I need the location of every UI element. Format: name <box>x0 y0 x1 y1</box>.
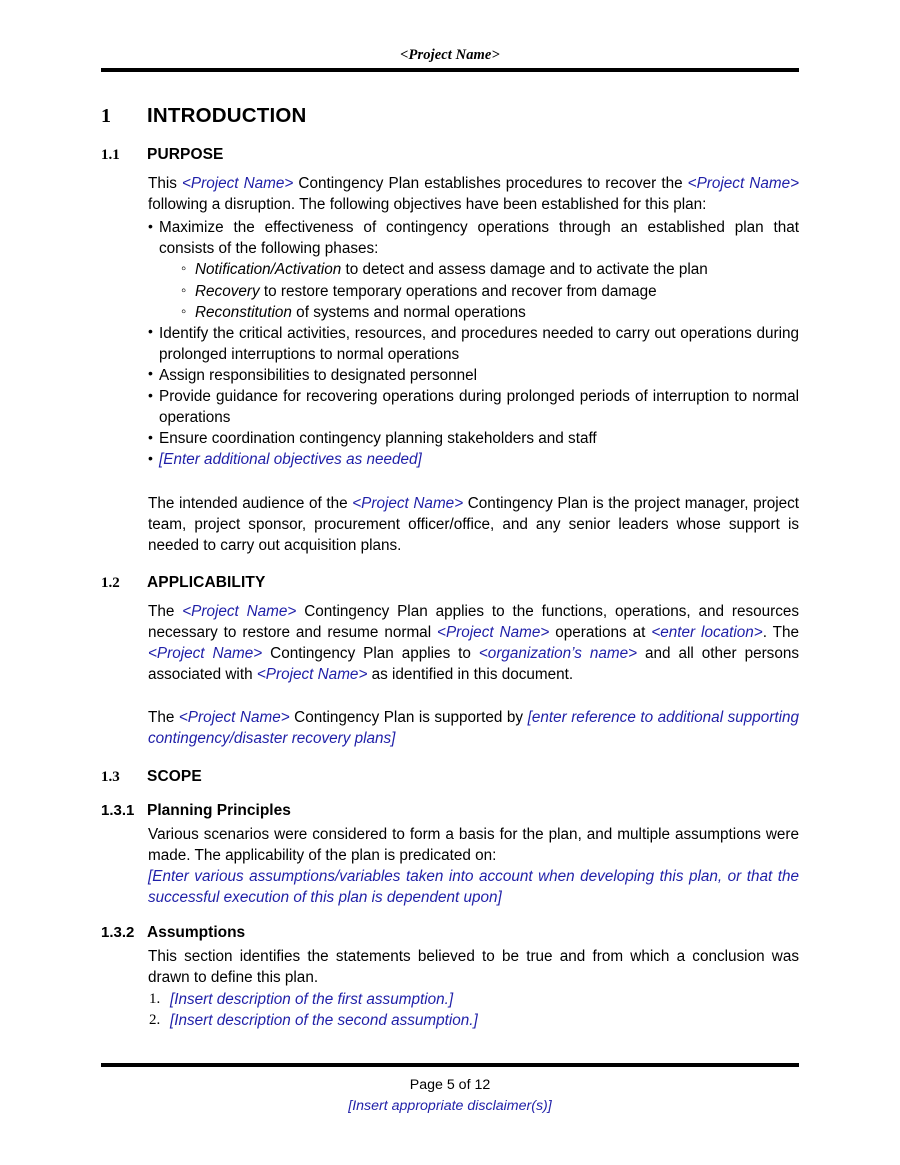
heading-introduction-text: INTRODUCTION <box>147 104 307 127</box>
placeholder-project-name: <Project Name> <box>437 623 550 641</box>
purpose-audience-paragraph <box>148 493 799 556</box>
heading-planning-principles <box>101 802 799 820</box>
page-header <box>101 48 799 72</box>
list-item <box>181 259 799 280</box>
purpose-intro-part2: Contingency Plan establishes procedures to recover the <box>293 175 688 192</box>
applicability-part7: as identified in this document. <box>367 666 574 684</box>
purpose-objectives-list <box>148 217 799 470</box>
purpose-phases-sublist <box>181 259 799 322</box>
list-item <box>148 1010 799 1031</box>
sub-bullet-lead: Reconstitution <box>195 303 292 321</box>
heading-applicability-text: APPLICABILITY <box>147 573 266 591</box>
heading-planning-principles-text: Planning Principles <box>147 801 291 819</box>
heading-planning-principles-number: 1.3.1 <box>101 801 135 819</box>
heading-purpose-number: 1.1 <box>101 147 120 163</box>
heading-purpose-text: PURPOSE <box>147 146 224 163</box>
list-item <box>148 989 799 1010</box>
list-item <box>181 302 799 323</box>
list-item <box>181 281 799 302</box>
applicability-part3: operations at <box>549 623 652 641</box>
supported-by-part2: Contingency Plan is supported by <box>289 709 528 727</box>
heading-assumptions-text: Assumptions <box>147 923 246 941</box>
list-item <box>148 365 799 386</box>
placeholder-project-name: <Project Name> <box>148 645 263 663</box>
bullet-text: Provide guidance for recovering operations during prolonged periods of interruption to normal operations <box>159 388 799 427</box>
assumptions-body: This section identifies the statements believed to be true and from which a conclusion was drawn to define this plan. <box>148 947 799 987</box>
list-item <box>148 217 799 323</box>
bullet-text: Assign responsibilities to designated personnel <box>159 366 478 384</box>
placeholder-organization-name: <organization’s name> <box>478 645 638 663</box>
sub-bullet-rest: to detect and assess damage and to activate the plan <box>341 261 708 279</box>
placeholder-project-name: <Project Name> <box>178 709 290 727</box>
heading-scope-text: SCOPE <box>147 767 202 785</box>
list-marker: 2. <box>149 1012 161 1029</box>
placeholder-supporting-plans: [enter reference to additional supporting contingency/disaster recovery plans] <box>148 709 800 748</box>
list-marker: 1. <box>149 991 161 1008</box>
heading-scope <box>101 768 799 786</box>
heading-assumptions <box>101 924 799 942</box>
bullet-text: Ensure coordination contingency planning stakeholders and staff <box>159 430 597 448</box>
document-content <box>101 100 799 1031</box>
placeholder-location: <enter location> <box>651 623 763 641</box>
applicability-part2: Contingency Plan applies to the functions, operations, and resources necessary to restore and resume normal <box>148 602 800 641</box>
placeholder-project-name: <Project Name> <box>352 494 464 512</box>
heading-assumptions-number: 1.3.2 <box>101 923 135 941</box>
list-item <box>148 323 799 365</box>
assumptions-numbered-list <box>148 989 799 1031</box>
placeholder-project-name: <Project Name> <box>181 175 294 192</box>
page-footer <box>101 1063 799 1116</box>
heading-introduction <box>101 104 799 128</box>
bullet-text: Maximize the effectiveness of contingency operations through an established plan that consists of the following phases: <box>159 219 799 258</box>
planning-principles-body: Various scenarios were considered to form a basis for the plan, and multiple assumptions were made. The applicability of the plan is predicated on: <box>148 825 799 864</box>
heading-purpose <box>101 146 799 164</box>
placeholder-assumptions-variables: [Enter various assumptions/variables taken into account when developing this plan, or that the successful execution of this plan is dependent upon] <box>148 867 799 906</box>
purpose-intro-part1: This <box>148 175 182 192</box>
applicability-part1: The <box>148 602 183 620</box>
sub-bullet-lead: Recovery <box>195 282 260 300</box>
supported-by-part1: The <box>148 709 179 727</box>
heading-scope-number: 1.3 <box>101 768 120 785</box>
list-item <box>148 386 799 428</box>
placeholder-project-name: <Project Name> <box>687 175 800 192</box>
heading-applicability-number: 1.2 <box>101 574 120 591</box>
placeholder-project-name: <Project Name> <box>182 602 297 620</box>
heading-introduction-number: 1 <box>101 105 111 127</box>
heading-applicability <box>101 574 799 592</box>
purpose-intro-part3: following a disruption. The following objectives have been established for this plan: <box>148 196 707 214</box>
audience-part1: The intended audience of the <box>148 494 353 512</box>
audience-part2: Contingency Plan is the project manager, project team, project sponsor, procurement officer/office, and any senior leaders whose support is needed to carry out acquisition plans. <box>148 494 800 554</box>
purpose-intro-paragraph <box>148 173 799 215</box>
applicability-paragraph-1 <box>148 601 799 685</box>
header-divider <box>101 68 799 72</box>
footer-page-number: Page 5 of 12 <box>409 1077 491 1093</box>
sub-bullet-lead: Notification/Activation <box>195 261 342 279</box>
applicability-part4: . The <box>762 623 799 641</box>
footer-divider <box>101 1063 799 1067</box>
sub-bullet-rest: of systems and normal operations <box>291 303 526 321</box>
placeholder-second-assumption: [Insert description of the second assumption.] <box>170 1012 478 1030</box>
list-item <box>148 428 799 449</box>
applicability-part6: and all other persons associated with <box>148 645 799 684</box>
placeholder-first-assumption: [Insert description of the first assumption.] <box>170 991 454 1009</box>
applicability-paragraph-2 <box>148 707 799 749</box>
footer-disclaimer: [Insert appropriate disclaimer(s)] <box>348 1097 552 1114</box>
placeholder-project-name: <Project Name> <box>256 666 368 684</box>
list-item-placeholder <box>148 449 799 470</box>
placeholder-additional-objectives: [Enter additional objectives as needed] <box>159 451 422 469</box>
bullet-text: Identify the critical activities, resources, and procedures needed to carry out operations during prolonged interruptions to normal operations <box>159 324 799 363</box>
applicability-part5: Contingency Plan applies to <box>262 645 479 663</box>
sub-bullet-rest: to restore temporary operations and recover from damage <box>259 282 657 300</box>
header-project-name: <Project Name> <box>400 47 500 63</box>
